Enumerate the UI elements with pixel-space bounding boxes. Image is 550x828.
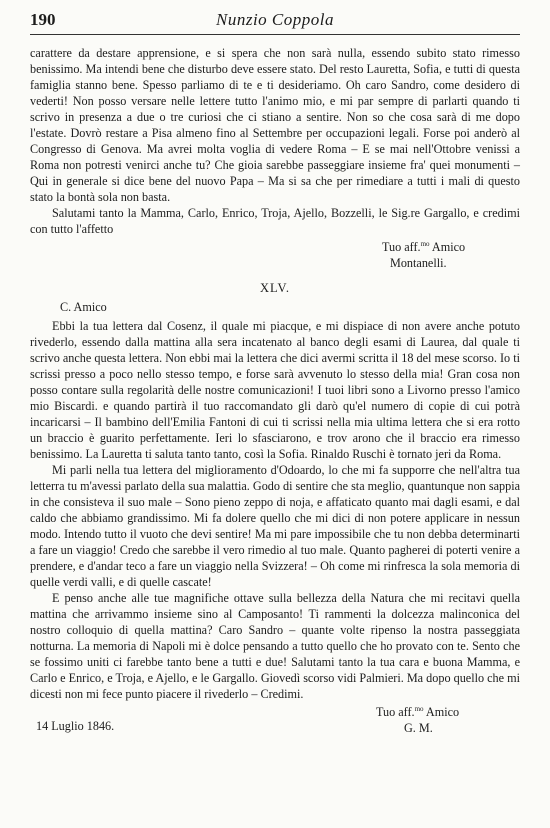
previous-letter-signoff	[382, 239, 520, 271]
letter-number-heading: XLV.	[259, 281, 291, 295]
page-header	[30, 10, 520, 35]
letter-signoff	[376, 704, 486, 736]
previous-letter-paragraph: carattere da destare apprensione, e si spera che non sarà nulla, essendo subito stato rimesso benissimo. Ma intendi bene che disturbo deve essere stato. Del resto Lauretta, Sofia, e tutti di questa famiglia stanno bene. Spesso parliamo di te e ti desideriamo. Oh caro Sandro, come desidero di vederti! Non posso versare nelle lettere tutto l'animo mio, e mi par sempre di parlarti quando ti scrivo in presenza a due o tre curiosi che ci stiano a sentire. Non so che cosa sarà di me dopo l'estate. Dovrò restare a Pisa almeno fino al Settembre per occupazioni legali. Forse poi anderò al Congresso di Genova. Ma avrei molta voglia di vedere Roma – E se mai nell'Ottobre venissi a Roma non potresti venirci anche tu? Che gioia sarebbe passeggiare insieme fra' quei monumenti – Qui in generale si dice bene del nuovo Papa – Ma si sa che per rimediare a tutti i mali di questo stato la bontà sola non basta.	[30, 46, 520, 204]
letter-date: 14 Luglio 1846.	[36, 719, 115, 733]
previous-letter-body	[30, 45, 520, 237]
page-number: 190	[30, 10, 56, 29]
letter-body	[30, 318, 520, 702]
letter-salutation: C. Amico	[60, 300, 107, 314]
letter-paragraph: Mi parli nella tua lettera del miglioramento d'Odoardo, lo che mi fa supporre che nell'altra tua letterra tu m'avessi parlato della sua malattia. Godo di sentire che sta meglio, quantunque non sappia in che consisteva il suo male – Sono pieno zeppo di noja, e affaticato quanto mai dagli esami, e dal caldo che abbiamo grandissimo. Mi fa dolere quello che mi dici di non potere applicare in nessun modo. Intendo tutto il vuoto che devi sentire! Ma mi pare impossibile che tu non debba determinarti a fare un viaggio! Credo che sarebbe il vero rimedio al tuo male. Quanto pagherei di poterti venire a prendere, e d'andar teco a fare un viaggio nella Svizzera! – Oh come mi rinfresca la sola memoria di quelle verdi valli, e di quelle cascate!	[30, 463, 520, 589]
signature: Montanelli.	[390, 256, 447, 270]
letter-paragraph: Ebbi la tua lettera dal Cosenz, il quale mi piacque, e mi dispiace di non avere anche potuto rivederlo, essendo dalla mattina alla sera incatenato al banco degli esami di Laurea, dal quale ti scrivo anche questa lettera. Non ebbi mai la lettera che dici avermi scritta il 18 del mese scorso. Io ti scrissi presso a poco nello stesso tempo, e forse sarà avvenuto lo stesso della mia! Gran cosa non posso contare sulla regolarità delle nostre comunicazioni! I tuoi libri sono a Livorno presso l'amico mio Biscardi. e quando partirà il tuo raccomandato gli darò qu'el numero di copie di cui potrà incaricarsi – Il bambino dell'Emilia Fantoni di cui ti scrissi nella mia ultima lettera che si era rotto un braccio è guarito perfettamente. Ieri lo sfasciarono, e trov arono che il braccio era rimesso benissimo. La Lauretta ti saluta tanto tanto, così la Sofia. Rinaldo Ruschi è tornato jeri da Roma.	[30, 319, 520, 461]
signature: G. M.	[404, 721, 433, 735]
signoff-line: Tuo aff.$^{mo}$ Amico	[382, 239, 466, 254]
letter-footer	[30, 704, 520, 736]
letter-paragraph: E penso anche alle tue magnifiche ottave sulla bellezza della Natura che mi recitavi quella mattina che arrivammo insieme sino al Camposanto! Ti rammenti la dolcezza malinconica del nostro colloquio di quella mattina? Caro Sandro – quante volte ripenso la nostra passeggiata notturna. La memoria di Napoli mi è dolce pensando a tutto quello che ho provato con te. Sento che se fossimo uniti ci farebbe tanto bene a tutti e due! Salutami tanto la tua cara e buona Mamma, e Carlo e Enrico, e Troja, e Ajello, e le Gargallo. Giovedì scorso vidi Palmieri. Ma dopo quello che mi dicesti non mi fece punto piacere il rivederlo – Credimi.	[30, 591, 520, 701]
running-head: Nunzio Coppola	[216, 10, 334, 29]
previous-letter-closing-paragraph: Salutami tanto la Mamma, Carlo, Enrico, Troja, Ajello, Bozzelli, le Sig.re Gargallo, e credimi con tutto l'affetto	[30, 206, 520, 236]
signoff-line: Tuo aff.$^{mo}$ Amico	[376, 704, 460, 719]
